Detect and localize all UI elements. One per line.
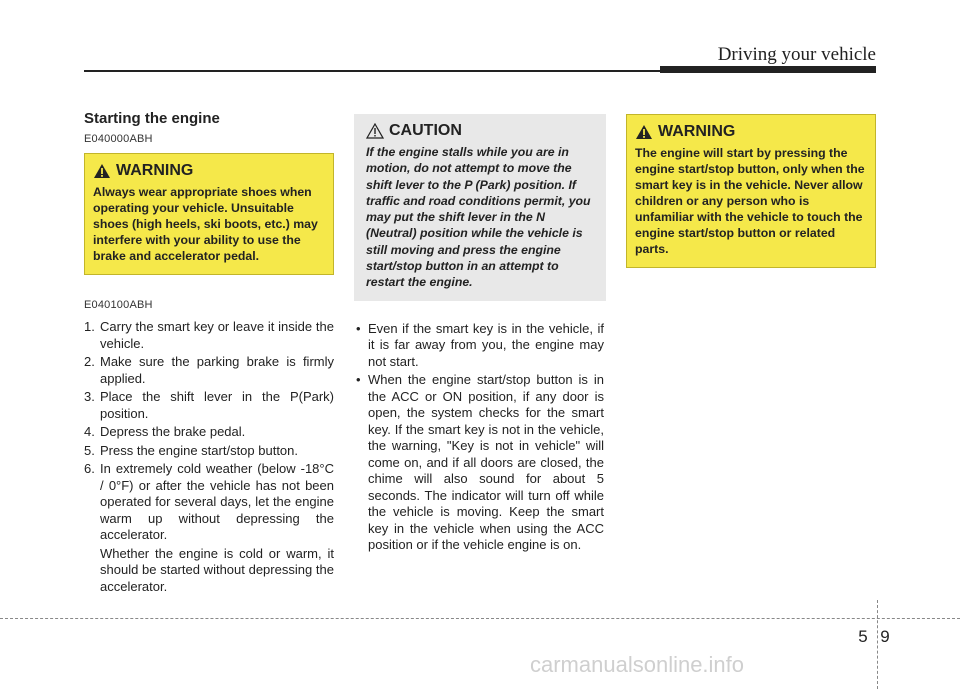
header-rule [84,70,660,72]
caution-triangle-icon [366,123,384,139]
notes-list [354,321,604,554]
warning-text: The engine will start by pressing the engine start/stop button, only when the smart key is in the vehicle. Never allow children or any person who is unfamiliar with the vehicle to touch the engine start/stop button or related parts. [635,146,865,256]
warning-text: Always wear appropriate shoes when operating your vehicle. Unsuitable shoes (high heels, ski boots, etc.) may interfere with your ability to use the brake and accelerator pedal. [93,185,318,263]
footer-divider [0,618,960,619]
caution-title: CAUTION [389,122,462,139]
column-1 [84,106,334,595]
caution-text: If the engine stalls while you are in motion, do not attempt to move the shift lever to the P (Park) position. If traffic and road conditions permit, you may put the shift lever in the N (Neutral) position while the vehicle is still moving and press the engine start/stop button in an attempt to restart the engine. [366,145,591,290]
caution-box [354,114,606,301]
step-note: Whether the engine is cold or warm, it should be started without depressing the accelerator. [100,545,334,594]
watermark: carmanualsonline.info [530,652,745,677]
column-3 [626,114,876,268]
warning-triangle-icon [635,124,653,140]
warning-header [635,123,867,141]
section-title: Starting the engine [84,110,220,127]
warning-title: WARNING [658,123,736,140]
warning-box-2 [626,114,876,268]
list-item: 5. Press the engine start/stop button. [84,442,299,458]
header-title: Driving your vehicle [717,44,876,65]
list-item: • When the engine start/stop button is in the ACC or ON position, if any door is open, the system checks for the smart key. If the smart key is not in the vehicle, the warning, "Key is not in vehicle" will come on, and if all doors are closed, the chime will also sound for about 5 seconds. The indicator will turn off while the vehicle is moving. Keep the smart key in the vehicle when using the ACC position or if the vehicle engine is on. [356,372,604,553]
list-item: 3. Place the shift lever in the P(Park) position. [84,389,334,421]
warning-triangle-icon [93,163,111,179]
start-steps-list [84,319,334,544]
section-code: E040000ABH [84,133,153,145]
header-rule-thick [660,66,876,73]
list-item: • Even if the smart key is in the vehicle, if it is far away from you, the engine may not start. [356,320,604,369]
caution-header [366,122,598,140]
warning-header [93,162,325,180]
page-number [856,627,892,647]
list-item: 2. Make sure the parking brake is firmly applied. [84,354,334,386]
warning-title: WARNING [116,162,194,179]
steps-code: E040100ABH [84,299,153,311]
column-2 [354,114,604,556]
list-item: 1. Carry the smart key or leave it inside the vehicle. [84,319,334,351]
chapter-number: 5 [858,627,868,646]
list-item: 4. Depress the brake pedal. [84,424,246,439]
page-number-value: 9 [880,627,890,646]
warning-box-1 [84,153,334,275]
list-item: 6. In extremely cold weather (below -18°C / 0°F) or after the vehicle has not been operated for several days, let the engine warm up without depressing the accelerator. [84,461,334,542]
